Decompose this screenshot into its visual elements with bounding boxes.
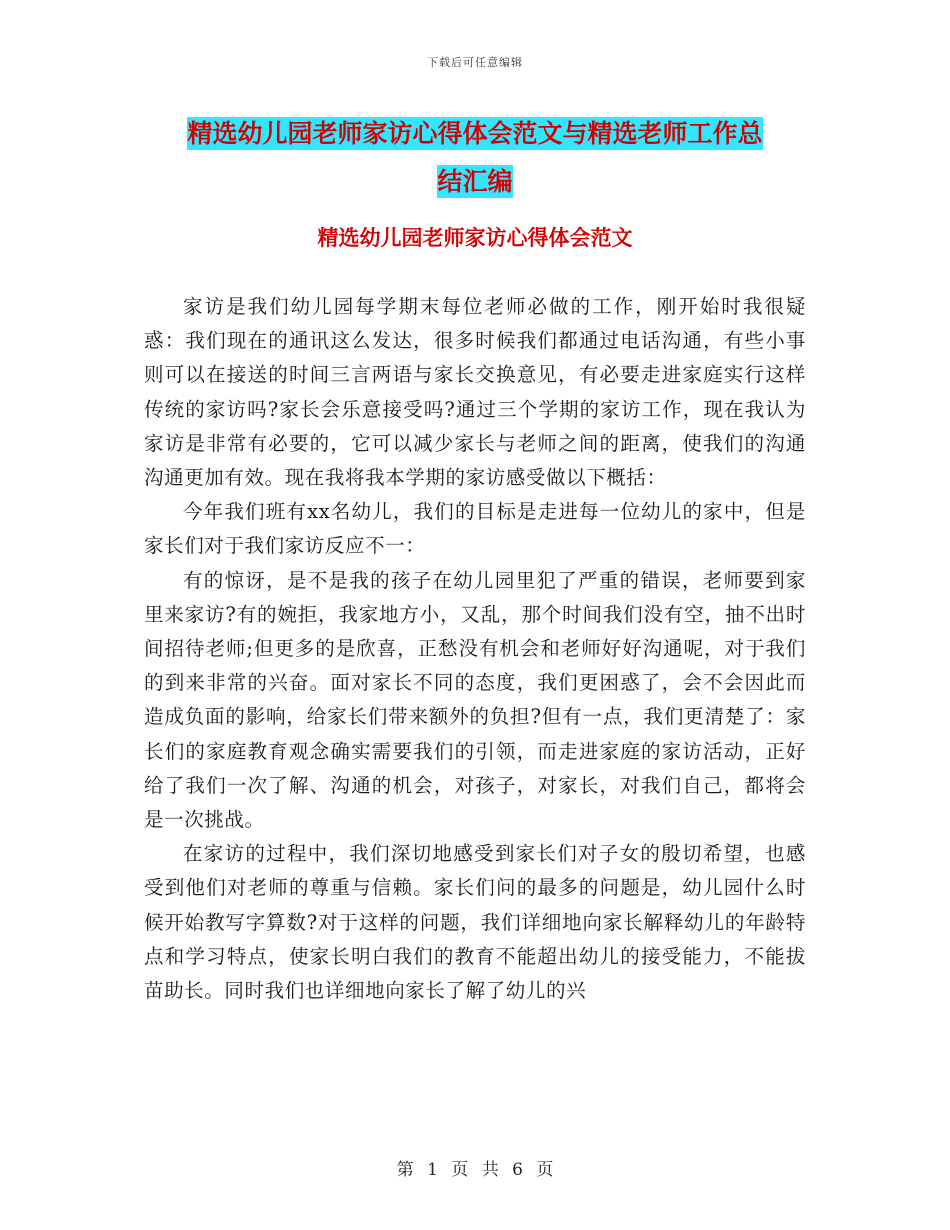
paragraph: 在家访的过程中，我们深切地感受到家长们对子女的殷切希望，也感受到他们对老师的尊重与信赖。家长们问的最多的问题是，幼儿园什么时候开始教写字算数?对于这样的问题，我们详细地向家长解释幼儿的年龄特点和学习特点，使家长明白我们的教育不能超出幼儿的接受能力，不能拔苗助长。同时我们也详细地向家长了解了幼儿的兴 <box>144 842 806 1003</box>
footer-page-unit: 页 <box>451 1160 469 1180</box>
document-title-line-1: 精选幼儿园老师家访心得体会范文与精选老师工作总 <box>187 119 763 148</box>
footer-total-unit: 页 <box>536 1160 554 1180</box>
document-title-line-2: 结汇编 <box>437 167 513 196</box>
footer-total-prefix: 共 <box>481 1160 499 1180</box>
paragraph: 家访是我们幼儿园每学期末每位老师必做的工作，刚开始时我很疑惑：我们现在的通讯这么发达，很多时候我们都通过电话沟通，有些小事则可以在接送的时间三言两语与家长交换意见，有必要走进家庭实行这样传统的家访吗?家长会乐意接受吗?通过三个学期的家访工作，现在我认为家访是非常有必要的，它可以减少家长与老师之间的距离，使我们的沟通沟通更加有效。现在我将我本学期的家访感受做以下概括： <box>144 295 806 490</box>
footer-prefix: 第 <box>396 1160 414 1180</box>
document-body <box>144 290 806 1008</box>
total-page-number: 6 <box>512 1160 523 1180</box>
paragraph: 今年我们班有xx名幼儿，我们的目标是走进每一位幼儿的家中，但是家长们对于我们家访反应不一： <box>144 500 806 558</box>
paragraph: 有的惊讶，是不是我的孩子在幼儿园里犯了严重的错误，老师要到家里来家访?有的婉拒，我家地方小，又乱，那个时间我们没有空，抽不出时间招待老师;但更多的是欣喜，正愁没有机会和老师好好沟通呢，对于我们的到来非常的兴奋。面对家长不同的态度，我们更困惑了，会不会因此而造成负面的影响，给家长们带来额外的负担?但有一点，我们更清楚了：家长们的家庭教育观念确实需要我们的引领，而走进家庭的家访活动，正好给了我们一次了解、沟通的机会，对孩子，对家长，对我们自己，都将会是一次挑战。 <box>144 568 806 832</box>
page-footer <box>0 1155 950 1180</box>
section-title: 精选幼儿园老师家访心得体会范文 <box>317 225 633 250</box>
document-title <box>140 110 810 206</box>
header-note: 下载后可任意编辑 <box>427 56 523 69</box>
current-page-number: 1 <box>427 1160 438 1180</box>
